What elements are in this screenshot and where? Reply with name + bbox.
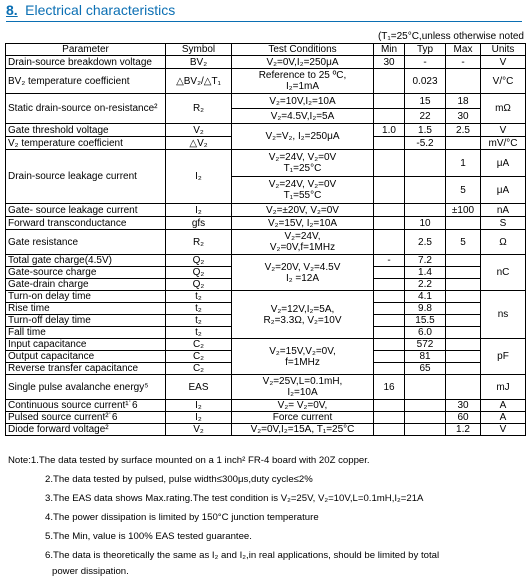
symbol-cell: t₂ <box>166 327 232 339</box>
condition-cell: Reference to 25 ºC, I₂=1mA <box>232 69 374 94</box>
condition-cell: V₂=24V, V₂=0V,f=1MHz <box>232 230 374 255</box>
header-units: Units <box>481 44 526 56</box>
unit-cell: V <box>481 424 526 436</box>
param-cell: Input capacitance <box>6 339 166 351</box>
condition-cell: V₂=0V,I₂=250μA <box>232 56 374 69</box>
param-cell: Continuous source current¹˙6 <box>6 400 166 412</box>
typ-cell: 10 <box>405 217 446 230</box>
table-row <box>6 204 526 217</box>
param-cell: BV₂ temperature coefficient <box>6 69 166 94</box>
unit-cell: V <box>481 56 526 69</box>
param-cell: Diode forward voltage² <box>6 424 166 436</box>
typ-cell: 15.5 <box>405 315 446 327</box>
max-cell <box>446 363 481 375</box>
symbol-cell: Q₂ <box>166 255 232 267</box>
typ-cell <box>405 150 446 177</box>
section-heading <box>6 2 522 22</box>
max-cell <box>446 279 481 291</box>
typ-cell <box>405 424 446 436</box>
typ-cell: -5.2 <box>405 137 446 150</box>
condition-cell: Force current <box>232 412 374 424</box>
param-cell: Turn-on delay time <box>6 291 166 303</box>
typ-cell: - <box>405 56 446 69</box>
condition-cell: V₂=0V,I₂=15A, T₁=25°C <box>232 424 374 436</box>
condition-cell: V₂=10V,I₂=10A <box>232 94 374 109</box>
max-cell: 60 <box>446 412 481 424</box>
unit-cell: Ω <box>481 230 526 255</box>
unit-cell: V <box>481 124 526 137</box>
condition-cell: V₂=12V,I₂=5A, R₂=3.3Ω, V₂=10V <box>232 291 374 339</box>
max-cell: 1.2 <box>446 424 481 436</box>
max-cell <box>446 375 481 400</box>
typ-cell: 2.5 <box>405 230 446 255</box>
min-cell <box>374 177 405 204</box>
unit-cell: A <box>481 412 526 424</box>
symbol-cell: BV₂ <box>166 56 232 69</box>
section-number: 8. <box>6 2 18 18</box>
typ-cell: 0.023 <box>405 69 446 94</box>
min-cell <box>374 363 405 375</box>
typ-cell: 9.8 <box>405 303 446 315</box>
max-cell: - <box>446 56 481 69</box>
unit-cell: mJ <box>481 375 526 400</box>
min-cell <box>374 424 405 436</box>
max-cell: 2.5 <box>446 124 481 137</box>
param-cell: Single pulse avalanche energy⁵ <box>6 375 166 400</box>
table-row <box>6 69 526 94</box>
note-5: 5.The Min, value is 100% EAS tested guarantee. <box>45 531 252 542</box>
param-cell: Gate resistance <box>6 230 166 255</box>
typ-cell: 22 <box>405 109 446 124</box>
electrical-characteristics-table <box>5 43 526 436</box>
note-4: 4.The power dissipation is limited by 150°C junction temperature <box>45 512 319 523</box>
symbol-cell: △V₂ <box>166 137 232 150</box>
unit-cell: A <box>481 400 526 412</box>
typ-cell: 2.2 <box>405 279 446 291</box>
max-cell <box>446 303 481 315</box>
param-cell: Total gate charge(4.5V) <box>6 255 166 267</box>
min-cell: 1.0 <box>374 124 405 137</box>
max-cell <box>446 255 481 267</box>
typ-cell: 572 <box>405 339 446 351</box>
table-row <box>6 230 526 255</box>
typ-cell: 65 <box>405 363 446 375</box>
min-cell <box>374 400 405 412</box>
min-cell <box>374 69 405 94</box>
symbol-cell: I₂ <box>166 400 232 412</box>
typ-cell <box>405 400 446 412</box>
unit-cell: mΩ <box>481 94 526 124</box>
param-cell: Gate- source leakage current <box>6 204 166 217</box>
typ-cell <box>405 177 446 204</box>
symbol-cell: R₂ <box>166 230 232 255</box>
max-cell: ±100 <box>446 204 481 217</box>
typ-cell: 7.2 <box>405 255 446 267</box>
min-cell <box>374 279 405 291</box>
symbol-cell: C₂ <box>166 351 232 363</box>
symbol-cell: V₂ <box>166 124 232 137</box>
table-row <box>6 217 526 230</box>
param-cell: Reverse transfer capacitance <box>6 363 166 375</box>
min-cell: 16 <box>374 375 405 400</box>
note-3: 3.The EAS data shows Max.rating.The test condition is V₂=25V, V₂=10V,L=0.1mH,I₂=21A <box>45 493 424 504</box>
symbol-cell: R₂ <box>166 94 232 124</box>
symbol-cell: Q₂ <box>166 279 232 291</box>
symbol-cell: EAS <box>166 375 232 400</box>
table-header-row <box>6 44 526 56</box>
max-cell: 5 <box>446 177 481 204</box>
max-cell: 1 <box>446 150 481 177</box>
symbol-cell: C₂ <box>166 339 232 351</box>
max-cell <box>446 327 481 339</box>
condition-cell: V₂= V₂=0V, <box>232 400 374 412</box>
section-divider <box>6 21 522 22</box>
table-row <box>6 124 526 137</box>
symbol-cell: t₂ <box>166 291 232 303</box>
param-cell: Gate-source charge <box>6 267 166 279</box>
condition-cell: V₂=V₂, I₂=250μA <box>232 124 374 150</box>
symbol-cell: I₂ <box>166 412 232 424</box>
unit-cell: nC <box>481 255 526 291</box>
condition-cell: V₂=±20V, V₂=0V <box>232 204 374 217</box>
min-cell <box>374 94 405 109</box>
symbol-cell: V₂ <box>166 424 232 436</box>
max-cell <box>446 351 481 363</box>
symbol-cell: C₂ <box>166 363 232 375</box>
param-cell: Pulsed source current²˙6 <box>6 412 166 424</box>
min-cell <box>374 303 405 315</box>
typ-cell: 1.5 <box>405 124 446 137</box>
param-cell: Drain-source leakage current <box>6 150 166 204</box>
header-min: Min <box>374 44 405 56</box>
param-cell: Static drain-source on-resistance² <box>6 94 166 124</box>
unit-cell: μA <box>481 150 526 177</box>
typ-cell <box>405 412 446 424</box>
max-cell: 18 <box>446 94 481 109</box>
symbol-cell: △BV₂/△T₁ <box>166 69 232 94</box>
min-cell <box>374 412 405 424</box>
typ-cell <box>405 204 446 217</box>
min-cell: 30 <box>374 56 405 69</box>
param-cell: Output capacitance <box>6 351 166 363</box>
note-6: 6.The data is theoretically the same as I₂ and I₂,in real applications, should be limited by total <box>45 550 440 561</box>
table-row <box>6 412 526 424</box>
table-row <box>6 375 526 400</box>
max-cell <box>446 267 481 279</box>
typ-cell: 1.4 <box>405 267 446 279</box>
param-cell: Drain-source breakdown voltage <box>6 56 166 69</box>
unit-cell: mV/°C <box>481 137 526 150</box>
table-row <box>6 400 526 412</box>
typ-cell: 81 <box>405 351 446 363</box>
max-cell: 5 <box>446 230 481 255</box>
table-row <box>6 255 526 267</box>
header-max: Max <box>446 44 481 56</box>
max-cell: 30 <box>446 109 481 124</box>
min-cell <box>374 204 405 217</box>
symbol-cell: gfs <box>166 217 232 230</box>
symbol-cell: t₂ <box>166 315 232 327</box>
symbol-cell: I₂ <box>166 150 232 204</box>
test-condition-note: (T₁=25°C,unless otherwise noted <box>377 31 524 42</box>
condition-cell: V₂=15V,V₂=0V, f=1MHz <box>232 339 374 375</box>
section-title: Electrical characteristics <box>25 2 176 18</box>
max-cell <box>446 315 481 327</box>
table-row <box>6 150 526 177</box>
min-cell <box>374 327 405 339</box>
min-cell <box>374 339 405 351</box>
table-row <box>6 339 526 351</box>
min-cell <box>374 351 405 363</box>
param-cell: Fall time <box>6 327 166 339</box>
unit-cell: ns <box>481 291 526 339</box>
header-test-conditions: Test Conditions <box>232 44 374 56</box>
min-cell <box>374 109 405 124</box>
min-cell <box>374 230 405 255</box>
note-2: 2.The data tested by pulsed, pulse width≤300μs,duty cycle≤2% <box>45 474 313 485</box>
min-cell <box>374 217 405 230</box>
typ-cell <box>405 375 446 400</box>
max-cell <box>446 339 481 351</box>
min-cell <box>374 150 405 177</box>
unit-cell: V/°C <box>481 69 526 94</box>
condition-cell: V₂=25V,L=0.1mH, I₂=10A <box>232 375 374 400</box>
note-1: Note:1.The data tested by surface mounted on a 1 inch² FR-4 board with 20Z copper. <box>8 455 370 466</box>
param-cell: Forward transconductance <box>6 217 166 230</box>
header-typ: Typ <box>405 44 446 56</box>
condition-cell: V₂=24V, V₂=0V T₁=55°C <box>232 177 374 204</box>
condition-cell: V₂=4.5V,I₂=5A <box>232 109 374 124</box>
max-cell <box>446 137 481 150</box>
min-cell: - <box>374 255 405 267</box>
typ-cell: 6.0 <box>405 327 446 339</box>
note-6-continued: power dissipation. <box>52 566 129 577</box>
table-row <box>6 94 526 109</box>
table-row <box>6 56 526 69</box>
param-cell: Turn-off delay time <box>6 315 166 327</box>
symbol-cell: I₂ <box>166 204 232 217</box>
table-row <box>6 291 526 303</box>
param-cell: V₂ temperature coefficient <box>6 137 166 150</box>
typ-cell: 4.1 <box>405 291 446 303</box>
symbol-cell: Q₂ <box>166 267 232 279</box>
param-cell: Rise time <box>6 303 166 315</box>
condition-cell: V₂=20V, V₂=4.5V I₂ =12A <box>232 255 374 291</box>
header-symbol: Symbol <box>166 44 232 56</box>
typ-cell: 15 <box>405 94 446 109</box>
min-cell <box>374 291 405 303</box>
min-cell <box>374 267 405 279</box>
unit-cell: nA <box>481 204 526 217</box>
param-cell: Gate threshold voltage <box>6 124 166 137</box>
max-cell <box>446 291 481 303</box>
max-cell: 30 <box>446 400 481 412</box>
unit-cell: S <box>481 217 526 230</box>
condition-cell: V₂=24V, V₂=0V T₁=25°C <box>232 150 374 177</box>
min-cell <box>374 315 405 327</box>
symbol-cell: t₂ <box>166 303 232 315</box>
unit-cell: pF <box>481 339 526 375</box>
condition-cell: V₂=15V, I₂=10A <box>232 217 374 230</box>
unit-cell: μA <box>481 177 526 204</box>
param-cell: Gate-drain charge <box>6 279 166 291</box>
max-cell <box>446 69 481 94</box>
header-parameter: Parameter <box>6 44 166 56</box>
table-row <box>6 424 526 436</box>
max-cell <box>446 217 481 230</box>
min-cell <box>374 137 405 150</box>
